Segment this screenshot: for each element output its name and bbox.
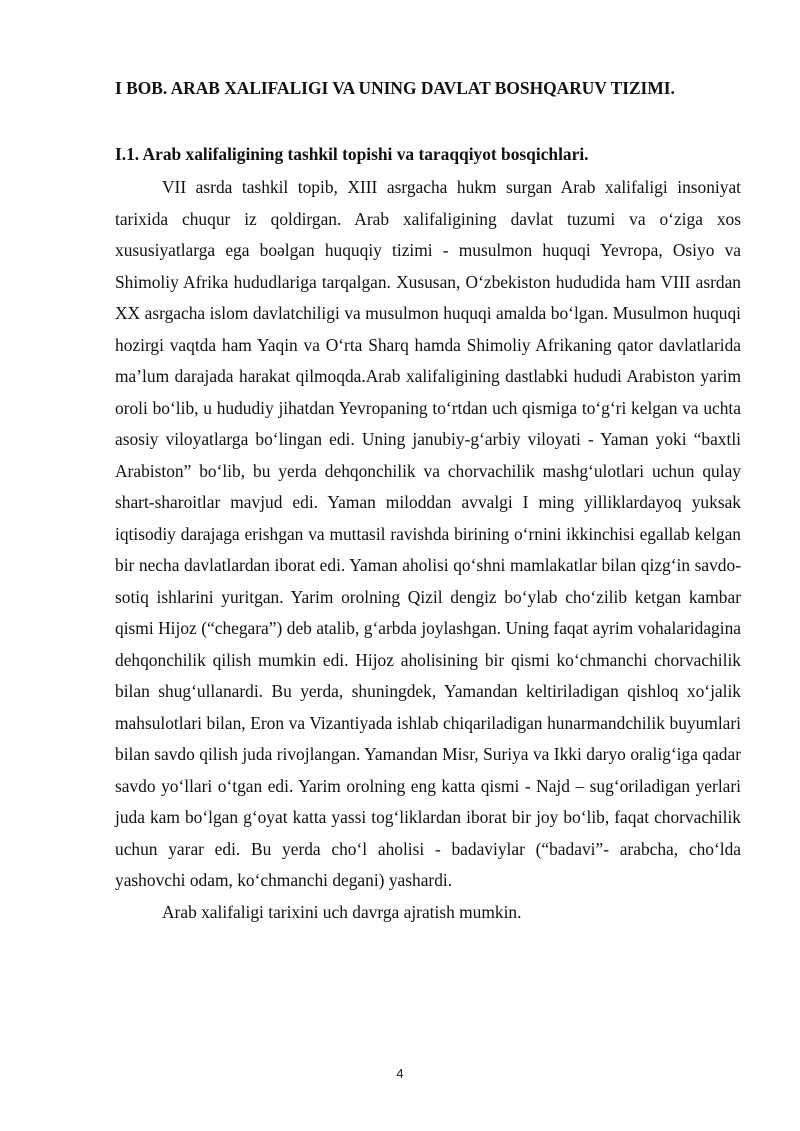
section-title: I.1. Arab xalifaligining tashkil topishi va taraqqiyot bosqichlari.: [115, 144, 589, 164]
body-paragraph: VII asrda tashkil topib, XIII asrgacha hukm surgan Arab xalifaligi insoniyat tarixida chuqur iz qoldirgan. Arab xalifaligining davlat tuzumi va oʻziga xos xususiyatlarga ega boəlgan huquqiy tizimi - musulmon huquqi Yevropa, Osiyo va Shimoliy Afrika hududlariga tarqalgan. Xususan, Oʻzbekiston hududida ham VIII asrdan XX asrgacha islom davlatchiligi va musulmon huquqi amalda boʻlgan. Musulmon huquqi hozirgi vaqtda ham Yaqin va Oʻrta Sharq hamda Shimoliy Afrikaning qator davlatlarida maʼlum darajada harakat qilmoqda.Arab xalifaligining dastlabki hududi Arabiston yarim oroli boʻlib, u hududiy jihatdan Yevropaning toʻrtdan uch qismiga toʻgʻri kelgan va uchta asosiy viloyatlarga boʻlingan edi. Uning janubiy-gʻarbiy viloyati - Yaman yoki “baxtli Arabiston” boʻlib, bu yerda dehqonchilik va chorvachilik mashgʻulotlari uchun qulay shart-sharoitlar mavjud edi. Yaman miloddan avvalgi I ming yilliklardayoq yuksak iqtisodiy darajaga erishgan va muttasil ravishda birining oʻrnini ikkinchisi egallab kelgan bir necha davlatlardan iborat edi. Yaman aholisi qoʻshni mamlakatlar bilan qizgʻin savdo-sotiq ishlarini yuritgan. Yarim orolning Qizil dengiz boʻylab choʻzilib ketgan kambar qismi Hijoz (“chegara”) deb atalib, gʻarbda joylashgan. Uning faqat ayrim vohalaridagina dehqonchilik qilish mumkin edi. Hijoz aholisining bir qismi koʻchmanchi chorvachilik bilan shugʻullanardi. Bu yerda, shuningdek, Yamandan keltiriladigan qishloq xoʻjalik mahsulotlari bilan, Eron va Vizantiyada ishlab chiqariladigan hunarmandchilik buyumlari bilan savdo qilish juda rivojlangan. Yamandan Misr, Suriya va Ikki daryo oraligʻiga qadar savdo yoʻllari oʻtgan edi. Yarim orolning eng katta qismi - Najd – sugʻoriladigan yerlari juda kam boʻlgan gʻoyat katta yassi togʻliklardan iborat bir joy boʻlib, faqat chorvachilik uchun yarar edi. Bu yerda choʻl aholisi - badaviylar (“badavi”- arabcha, choʻlda yashovchi odam, koʻchmanchi degani) yashardi.: [115, 177, 741, 890]
page-number: 4: [396, 1066, 404, 1081]
document-body: [115, 172, 741, 928]
chapter-title: I BOB. ARAB XALIFALIGI VA UNING DAVLAT BOSHQARUV TIZIMI.: [115, 78, 675, 98]
body-paragraph: Arab xalifaligi tarixini uch davrga ajratish mumkin.: [162, 901, 522, 922]
